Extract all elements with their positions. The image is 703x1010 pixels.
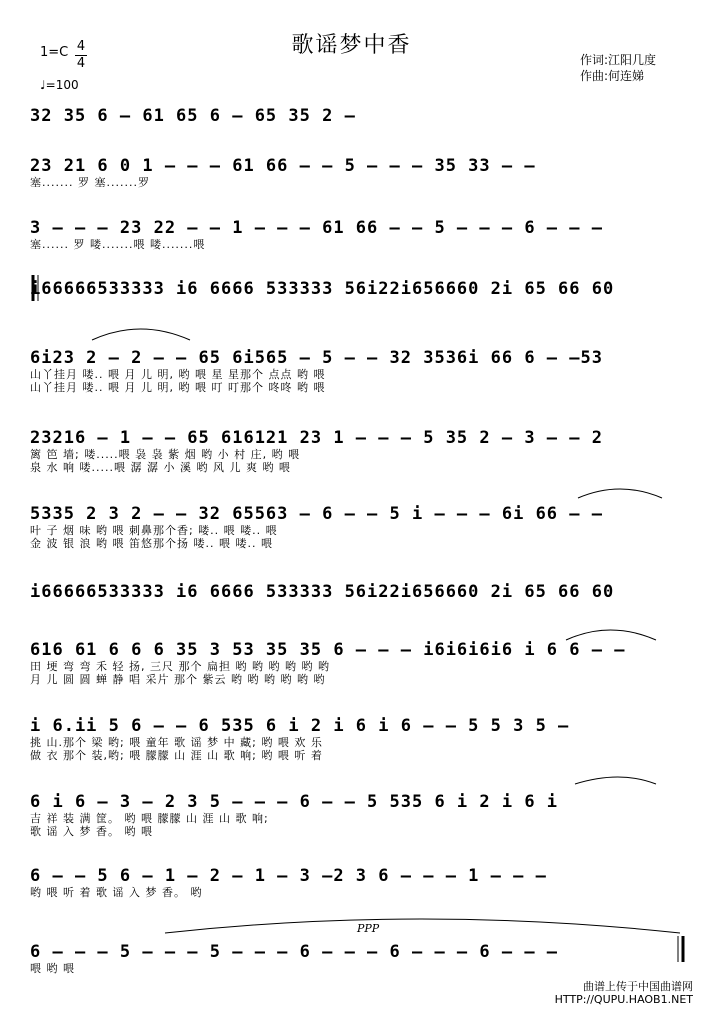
lyric-verse-1: 篱 笆 墙; 喽.....喂 袅 袅 紫 烟 哟 小 村 庄, 哟 喂 (30, 448, 301, 461)
score-row-7 (30, 504, 690, 550)
lyric-verse-2: 山丫挂月 喽.. 喂 月 儿 明, 哟 喂 叮 叮那个 咚咚 哟 喂 (30, 381, 326, 394)
lyric-verse-2: 做 衣 那个 装,哟; 喂 朦朦 山 涯 山 歌 响; 哟 喂 听 着 (30, 749, 323, 762)
slur (92, 329, 190, 340)
time-signature (75, 40, 87, 71)
notes: 23 21 6 0 1 — — — 61 66 — — 5 — — — 35 33 — — (30, 156, 536, 176)
score-row-6 (30, 428, 690, 474)
tempo-mark: ♩=100 (40, 78, 79, 92)
score-row-3 (30, 218, 690, 264)
score-row-11 (30, 792, 690, 838)
notes: i66666533333 i6 6666 533333 56i22i656660 2i 65 66 60 (30, 279, 615, 299)
time-bottom: 4 (76, 56, 86, 71)
slur (165, 919, 680, 933)
lyric-verse-2: 泉 水 响 喽.....喂 潺 潺 小 溪 哟 风 儿 爽 哟 喂 (30, 461, 291, 474)
lyric-verse-1: 吉 祥 装 满 筐。 哟 喂 朦朦 山 涯 山 歌 响; (30, 812, 269, 825)
slur (566, 630, 656, 640)
lyric-verse-2 (30, 615, 690, 628)
lyricist: 作词:江阳几度 (580, 53, 657, 67)
lyric-verse-2 (30, 189, 690, 202)
lyric-verse-1 (30, 126, 690, 139)
notes: 32 35 6 — 61 65 6 — 65 35 2 — (30, 106, 356, 126)
notes: 6 i 6 — 3 — 2 3 5 — — — 6 — — 5 535 6 i 2 i 6 i (30, 792, 559, 812)
lyric-verse-1: 塞....... 罗 塞.......罗 (30, 176, 150, 189)
score-row-5 (30, 348, 690, 394)
dynamics-marking: PPP (357, 922, 380, 935)
lyric-verse-1: 山丫挂月 喽.. 喂 月 儿 明, 哟 喂 星 星那个 点点 哟 喂 (30, 368, 326, 381)
composer: 作曲:何连娣 (580, 69, 645, 83)
score-row-1 (30, 106, 690, 152)
lyric-verse-1 (30, 299, 690, 312)
lyric-verse-2 (30, 312, 690, 325)
slur (575, 777, 656, 784)
notes: 6 — — 5 6 — 1 — 2 — 1 — 3 —2 3 6 — — — 1 — — — (30, 866, 547, 886)
notes: i66666533333 i6 6666 533333 56i22i656660 2i 65 66 60 (30, 582, 615, 602)
score-row-8 (30, 582, 690, 628)
key-signature: 1=C (40, 45, 69, 60)
footer-line-1: 曲谱上传于中国曲谱网 (583, 980, 693, 993)
time-top: 4 (76, 39, 86, 54)
notes: 3 — — — 23 22 — — 1 — — — 61 66 — — 5 — — — 6 — — — (30, 218, 603, 238)
lyric-verse-2 (30, 899, 690, 912)
score-row-4 (30, 279, 690, 325)
score-title: 歌谣梦中香 (291, 33, 412, 58)
score-row-10 (30, 716, 690, 762)
lyric-verse-1: 哟 喂 听 着 歌 谣 入 梦 香。 哟 (30, 886, 203, 899)
lyric-verse-2: 歌 谣 入 梦 香。 哟 喂 (30, 825, 153, 838)
slur (578, 489, 662, 498)
lyric-verse-1: 叶 子 烟 味 哟 喂 刺鼻那个香; 喽.. 喂 喽.. 喂 (30, 524, 278, 537)
lyric-verse-2 (30, 139, 690, 152)
notes: 6 — — — 5 — — — 5 — — — 6 — — — 6 — — — 6 — — — (30, 942, 559, 962)
lyric-verse-2 (30, 251, 690, 264)
notes: 6i23 2 — 2 — — 65 6i565 — 5 — — 32 3536i 66 6 — —53 (30, 348, 603, 368)
footer-line-2: HTTP://QUPU.HAOB1.NET (554, 993, 693, 1006)
score-row-12 (30, 866, 690, 912)
notes: 616 61 6 6 6 35 3 53 35 35 6 — — — i6i6i6i6 i 6 6 — — (30, 640, 626, 660)
lyric-verse-1: 田 埂 弯 弯 禾 轻 扬, 三尺 那个 扁担 哟 哟 哟 哟 哟 哟 (30, 660, 330, 673)
notes: 23216 — 1 — — 65 616121 23 1 — — — 5 35 2 — 3 — — 2 (30, 428, 603, 448)
lyric-verse-2: 月 儿 圆 圆 蝉 静 唱 采片 那个 紫云 哟 哟 哟 哟 哟 哟 (30, 673, 326, 686)
lyric-verse-1: 挑 山.那个 梁 哟; 喂 童年 歌 谣 梦 中 藏; 哟 喂 欢 乐 (30, 736, 323, 749)
lyric-verse-1: 塞...... 罗 喽.......喂 喽.......喂 (30, 238, 206, 251)
credits (580, 52, 656, 84)
lyric-verse-2: 金 波 银 浪 哟 喂 笛悠那个扬 喽.. 喂 喽.. 喂 (30, 537, 273, 550)
score-row-9 (30, 640, 690, 686)
notes: 5335 2 3 2 — — 32 65563 — 6 — — 5 i — — — 6i 66 — — (30, 504, 603, 524)
site-watermark (555, 980, 693, 1006)
lyric-verse-1: 喂 哟 喂 (30, 962, 75, 975)
lyric-verse-1 (30, 602, 690, 615)
score-row-2 (30, 156, 690, 202)
notes: i 6.ii 5 6 — — 6 535 6 i 2 i 6 i 6 — — 5 5 3 5 — (30, 716, 570, 736)
